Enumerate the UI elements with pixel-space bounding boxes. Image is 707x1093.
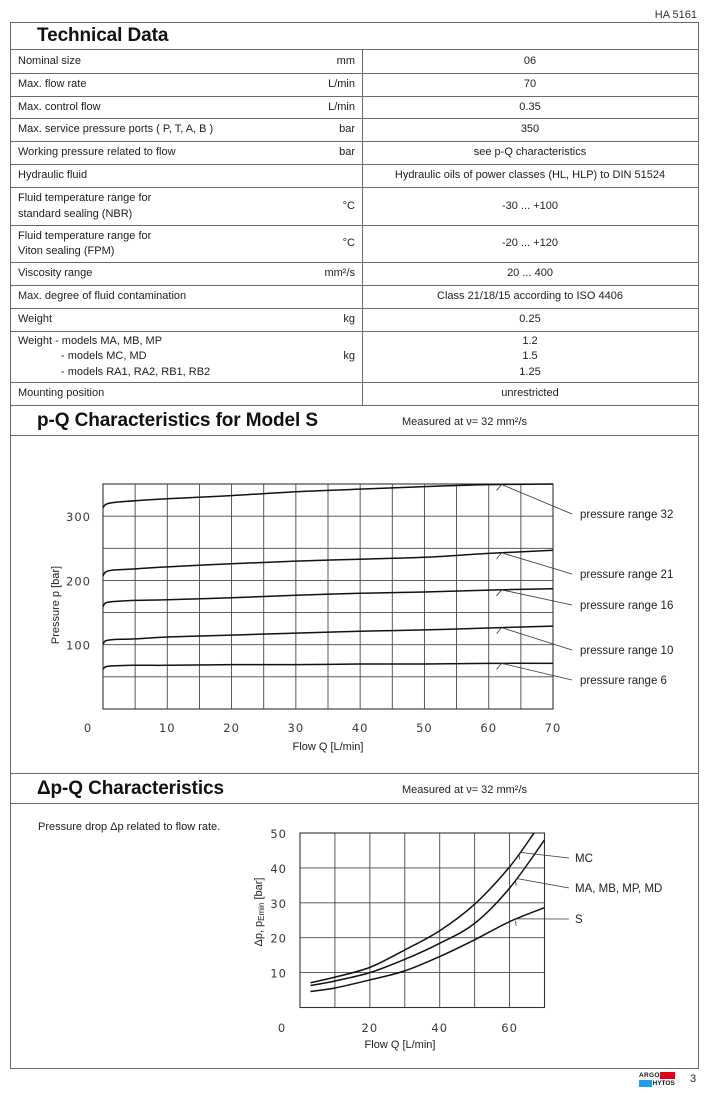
spec-row-mounting-position bbox=[11, 383, 698, 406]
y-tick-label: 200 bbox=[66, 574, 91, 589]
spec-label: Max. control flow bbox=[18, 100, 101, 113]
y-tick-label: 40 bbox=[270, 861, 287, 876]
x-axis-label: Flow Q [L/min] bbox=[364, 1039, 436, 1051]
spec-row-max-service-pressure bbox=[11, 119, 698, 142]
pq-section-header bbox=[11, 406, 698, 436]
spec-label-line: standard sealing (NBR) bbox=[18, 207, 133, 220]
spec-row-max-flow-rate bbox=[11, 74, 698, 97]
spec-value-line: 1.2 bbox=[522, 334, 538, 347]
spec-value: 350 bbox=[520, 123, 540, 136]
spec-label bbox=[18, 332, 210, 382]
document-id: HA 5161 bbox=[654, 9, 697, 21]
logo-blue-block bbox=[639, 1080, 652, 1087]
spec-label: Weight bbox=[18, 313, 53, 326]
series-label: pressure range 6 bbox=[580, 675, 667, 687]
spec-value: 70 bbox=[523, 78, 537, 91]
y-tick-label: 300 bbox=[66, 510, 91, 525]
spec-label-line: - models MC, MD bbox=[61, 350, 147, 363]
spec-row-hydraulic-fluid bbox=[11, 165, 698, 188]
spec-label: Max. degree of fluid contamination bbox=[18, 290, 187, 303]
logo-text-bottom: HYTOS bbox=[652, 1079, 675, 1087]
section-title: Δp-Q Characteristics bbox=[37, 777, 224, 799]
x-tick-label: 50 bbox=[416, 721, 433, 735]
pq-chart-area bbox=[11, 436, 698, 774]
spec-label: Nominal size bbox=[18, 54, 81, 67]
spec-label-line: Weight - models MA, MB, MP bbox=[18, 334, 163, 347]
spec-label: Mounting position bbox=[18, 387, 105, 400]
spec-value: 20 ... 400 bbox=[507, 267, 553, 280]
spec-label: Working pressure related to flow bbox=[18, 146, 176, 159]
spec-label bbox=[18, 226, 151, 262]
spec-unit: L/min bbox=[328, 78, 355, 91]
dpq-section-header bbox=[11, 774, 698, 804]
x-tick-label: 70 bbox=[544, 721, 562, 735]
spec-value: Class 21/18/15 according to ISO 4406 bbox=[437, 290, 623, 303]
section-title: Technical Data bbox=[37, 24, 169, 46]
spec-row-weight-models bbox=[11, 332, 698, 383]
spec-value: Hydraulic oils of power classes (HL, HLP) to DIN 51524 bbox=[394, 169, 666, 182]
spec-value: 0.25 bbox=[519, 313, 541, 326]
argo-hytos-logo bbox=[639, 1072, 676, 1087]
y-tick-label: 100 bbox=[66, 638, 91, 653]
spec-value-line: 1.25 bbox=[519, 365, 541, 378]
series-label: MA, MB, MP, MD bbox=[575, 883, 663, 895]
spec-value bbox=[362, 332, 698, 382]
spec-unit: °C bbox=[342, 237, 355, 250]
technical-data-header bbox=[11, 22, 698, 50]
x-tick-label: 20 bbox=[223, 721, 240, 735]
spec-label: Max. flow rate bbox=[18, 78, 87, 91]
y-tick-label: 20 bbox=[270, 931, 287, 946]
measurement-condition: Measured at ν= 32 mm²/s bbox=[402, 416, 528, 428]
section-title: p-Q Characteristics for Model S bbox=[37, 409, 318, 431]
column-divider bbox=[362, 50, 363, 406]
spec-unit: bar bbox=[339, 146, 355, 159]
spec-value-line: 1.5 bbox=[522, 350, 538, 363]
y-tick-label: 50 bbox=[270, 827, 287, 841]
spec-value: 0.35 bbox=[519, 100, 541, 113]
page-number: 3 bbox=[690, 1073, 697, 1085]
y-axis-label: Δp, pEmin [bar] bbox=[253, 877, 266, 947]
spec-unit: mm bbox=[336, 54, 355, 67]
spec-unit: L/min bbox=[328, 100, 355, 113]
spec-value: -20 ... +120 bbox=[502, 237, 558, 250]
logo-text-top: ARGO bbox=[639, 1072, 660, 1079]
x-tick-label: 40 bbox=[431, 1021, 449, 1035]
chart-note: Pressure drop Δp related to flow rate. bbox=[38, 821, 221, 833]
series-label: MC bbox=[575, 853, 593, 865]
x-tick-label: 60 bbox=[501, 1021, 518, 1035]
x-tick-label: 30 bbox=[287, 721, 305, 735]
spec-label bbox=[18, 188, 151, 225]
x-tick-label: 60 bbox=[480, 721, 498, 735]
spec-row-working-pressure bbox=[11, 142, 698, 165]
measurement-condition: Measured at ν= 32 mm²/s bbox=[402, 784, 528, 796]
series-label: pressure range 21 bbox=[580, 569, 674, 581]
spec-label-line: - models RA1, RA2, RB1, RB2 bbox=[61, 365, 211, 378]
spec-row-max-control-flow bbox=[11, 97, 698, 119]
x-tick-label: 0 bbox=[277, 1021, 287, 1035]
spec-value: unrestricted bbox=[501, 387, 559, 400]
spec-value: -30 ... +100 bbox=[502, 199, 558, 212]
x-tick-label: 20 bbox=[361, 1021, 379, 1035]
series-label: pressure range 32 bbox=[580, 509, 674, 521]
dpq-chart-area bbox=[11, 804, 698, 1068]
spec-row-weight bbox=[11, 309, 698, 332]
spec-label-line: Fluid temperature range for bbox=[18, 229, 152, 242]
x-tick-label: 0 bbox=[83, 721, 93, 735]
spec-row-contamination bbox=[11, 286, 698, 309]
series-label: pressure range 16 bbox=[580, 600, 674, 612]
spec-row-temp-nbr bbox=[11, 188, 698, 226]
spec-value: see p-Q characteristics bbox=[473, 146, 587, 159]
spec-label: Hydraulic fluid bbox=[18, 169, 88, 182]
spec-row-temp-fpm bbox=[11, 226, 698, 263]
spec-unit: mm²/s bbox=[324, 267, 355, 280]
y-axis-label: Pressure p [bar] bbox=[50, 565, 62, 645]
spec-label: Viscosity range bbox=[18, 267, 93, 280]
series-label: pressure range 10 bbox=[580, 645, 674, 657]
spec-value: 06 bbox=[523, 54, 537, 67]
spec-row-nominal-size bbox=[11, 50, 698, 74]
y-tick-label: 10 bbox=[270, 966, 287, 981]
spec-unit: °C bbox=[342, 199, 355, 212]
spec-row-viscosity bbox=[11, 263, 698, 286]
logo-red-block bbox=[660, 1072, 675, 1079]
spec-unit: kg bbox=[343, 313, 355, 326]
spec-unit: bar bbox=[339, 123, 355, 136]
spec-label-line: Fluid temperature range for bbox=[18, 192, 152, 204]
spec-unit: kg bbox=[343, 350, 355, 363]
y-tick-label: 30 bbox=[270, 896, 287, 911]
x-tick-label: 10 bbox=[158, 721, 176, 735]
series-label: S bbox=[575, 914, 583, 926]
spec-label: Max. service pressure ports ( P, T, A, B ) bbox=[18, 123, 214, 136]
spec-label-line: Viton sealing (FPM) bbox=[18, 245, 115, 257]
x-axis-label: Flow Q [L/min] bbox=[292, 741, 364, 753]
x-tick-label: 40 bbox=[351, 721, 369, 735]
